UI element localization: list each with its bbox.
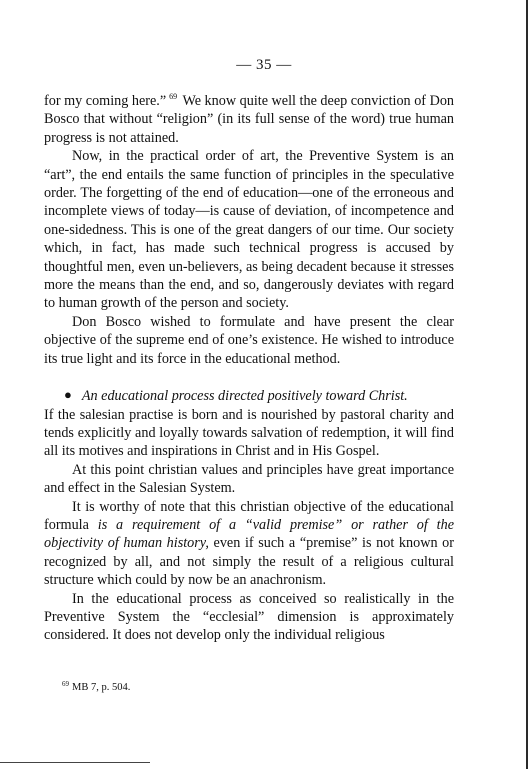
- paragraph-text: for my coming here.”: [44, 93, 167, 109]
- paragraph: [44, 147, 454, 313]
- italic-text: is a requirement of a “valid premise” or rather of the objectivity of human history,: [44, 516, 454, 552]
- paragraph: [44, 313, 454, 368]
- paragraph: [44, 590, 454, 645]
- bottom-rule: [0, 762, 150, 763]
- paragraph-text: We know quite well the deep conviction of Don Bosco that without “religion” (in its full sense of the word) true human progress is not attained.: [44, 93, 455, 146]
- paragraph-text: It is worthy of note that this christian objective of the educational formula: [44, 498, 454, 533]
- footnote-text: MB 7, p. 504.: [72, 682, 131, 693]
- paragraph-text: Now, in the practical order of art, the Preventive System is an “art”, the end entails the same function of principles in the speculative order. The forgetting of the end of education—one of the erroneous and incomplete views of today—is cause of deviation, of incompetence and one-sidedness. This is one of the great dangers of our time. Our society which, in fact, has made such technical progress is accused by thoughtful men, even un-believers, as being decadent because it stresses more the means than the end, and so, dangerously deviates with regard to human growth of the person and society.: [44, 148, 454, 312]
- paragraph-text: Don Bosco wished to formulate and have present the clear objective of the supreme end of one’s existence. He wished to introduce its true light and its force in the educational method.: [44, 313, 454, 367]
- paragraph: [44, 461, 454, 498]
- bullet-icon: ●: [64, 387, 72, 403]
- body-text: [44, 88, 454, 645]
- page-number: — 35 —: [236, 57, 292, 73]
- paragraph-group-bottom: [44, 406, 454, 645]
- paragraph: [44, 498, 454, 590]
- paragraph-text: In the educational process as conceived so realistically in the Preventive System the “ecclesial” dimension is approximately considered. It does not develop only the individual religious: [44, 590, 454, 644]
- paragraph-text: If the salesian practise is born and is nourished by pastoral charity and tends explicitly and loyally towards salvation of redemption, it will find all its motives and inspirations in Christ and in His Gospel.: [44, 406, 454, 460]
- footnote-marker: 69: [62, 680, 69, 688]
- paragraph-text: even if such a “premise” is not known or recognized by all, and not simply the result of a religious cultural structure which could by now be an anachronism.: [44, 535, 454, 589]
- footnote-reference: 69: [169, 92, 178, 101]
- section-heading: [44, 386, 454, 405]
- footnote: [62, 680, 130, 693]
- paragraph-group-top: [44, 88, 454, 368]
- paragraph-text: At this point christian values and principles have great importance and effect in the Salesian System.: [44, 461, 454, 497]
- section-heading-text: An educational process directed positively toward Christ.: [81, 388, 408, 405]
- paragraph: [44, 406, 454, 461]
- paragraph: [44, 88, 454, 147]
